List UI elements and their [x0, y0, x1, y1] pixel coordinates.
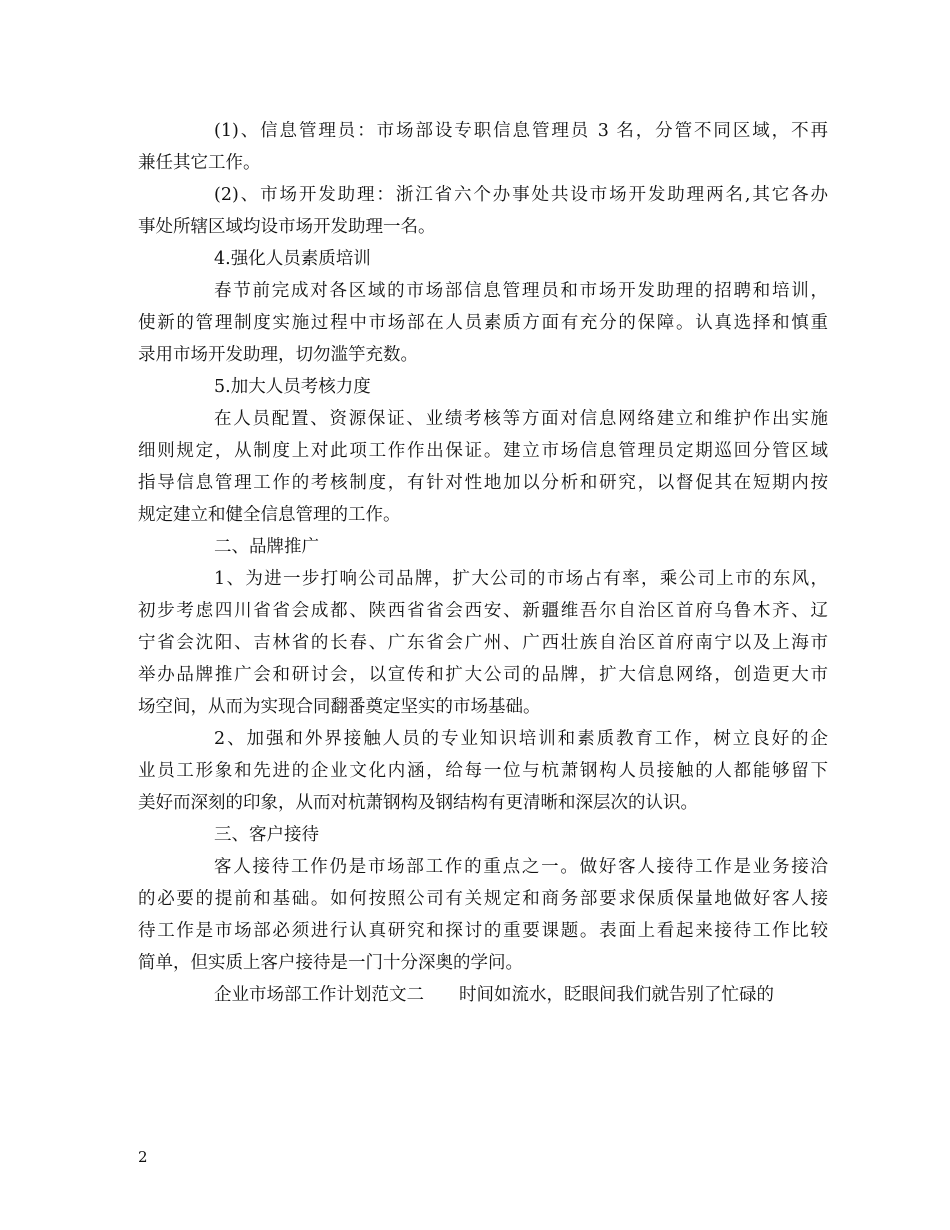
text-line: 在人员配置、资源保证、业绩考核等方面对信息网络建立和维护作出实施 [214, 409, 828, 429]
text-line: 春节前完成对各区域的市场部信息管理员和市场开发助理的招聘和培训， [214, 281, 828, 301]
text-line: 指导信息管理工作的考核制度，有针对性地加以分析和研究，以督促其在短期内按 [138, 473, 828, 493]
text-line: 事处所辖区域均设市场开发助理一名。 [138, 217, 436, 237]
body-text [138, 115, 828, 1011]
text-line: 录用市场开发助理，切勿滥竽充数。 [138, 345, 418, 365]
section-heading: 二、品牌推广 [214, 537, 319, 557]
text-line: 1、为进一步打响公司品牌，扩大公司的市场占有率，乘公司上市的东风， [214, 569, 828, 589]
text-line: 2、加强和外界接触人员的专业知识培训和素质教育工作，树立良好的企 [214, 729, 828, 749]
section-heading: 三、客户接待 [214, 825, 319, 845]
text-line: 待工作是市场部必须进行认真研究和探讨的重要课题。表面上看起来接待工作比较 [138, 921, 828, 941]
text-line: 简单，但实质上客户接待是一门十分深奥的学问。 [138, 953, 523, 973]
text-line: 的必要的提前和基础。如何按照公司有关规定和商务部要求保质保量地做好客人接 [138, 889, 828, 909]
text-line: 规定建立和健全信息管理的工作。 [138, 505, 401, 525]
page-number: 2 [138, 1148, 148, 1166]
text-line: 企业市场部工作计划范文二 时间如流水，眨眼间我们就告别了忙碌的 [214, 985, 774, 1005]
text-line: 初步考虑四川省省会成都、陕西省省会西安、新疆维吾尔自治区首府乌鲁木齐、辽 [138, 601, 828, 621]
text-line: 使新的管理制度实施过程中市场部在人员素质方面有充分的保障。认真选择和慎重 [138, 313, 828, 333]
text-line: (1)、信息管理员：市场部设专职信息管理员 3 名，分管不同区域，不再 [214, 121, 828, 141]
section-heading: 5.加大人员考核力度 [214, 377, 371, 397]
text-line: 客人接待工作仍是市场部工作的重点之一。做好客人接待工作是业务接洽 [214, 857, 828, 877]
text-line: 兼任其它工作。 [138, 153, 261, 173]
text-line: 业员工形象和先进的企业文化内涵，给每一位与杭萧钢构人员接触的人都能够留下 [138, 761, 828, 781]
text-line: 举办品牌推广会和研讨会，以宣传和扩大公司的品牌，扩大信息网络，创造更大市 [138, 665, 828, 685]
text-line: 美好而深刻的印象，从而对杭萧钢构及钢结构有更清晰和深层次的认识。 [138, 793, 698, 813]
section-heading: 4.强化人员素质培训 [214, 249, 371, 269]
text-line: 宁省会沈阳、吉林省的长春、广东省会广州、广西壮族自治区首府南宁以及上海市 [138, 633, 828, 653]
text-line: 场空间，从而为实现合同翻番奠定坚实的市场基础。 [138, 697, 541, 717]
text-line: 细则规定，从制度上对此项工作作出保证。建立市场信息管理员定期巡回分管区域 [138, 441, 828, 461]
text-line: (2)、市场开发助理：浙江省六个办事处共设市场开发助理两名,其它各办 [214, 185, 828, 205]
